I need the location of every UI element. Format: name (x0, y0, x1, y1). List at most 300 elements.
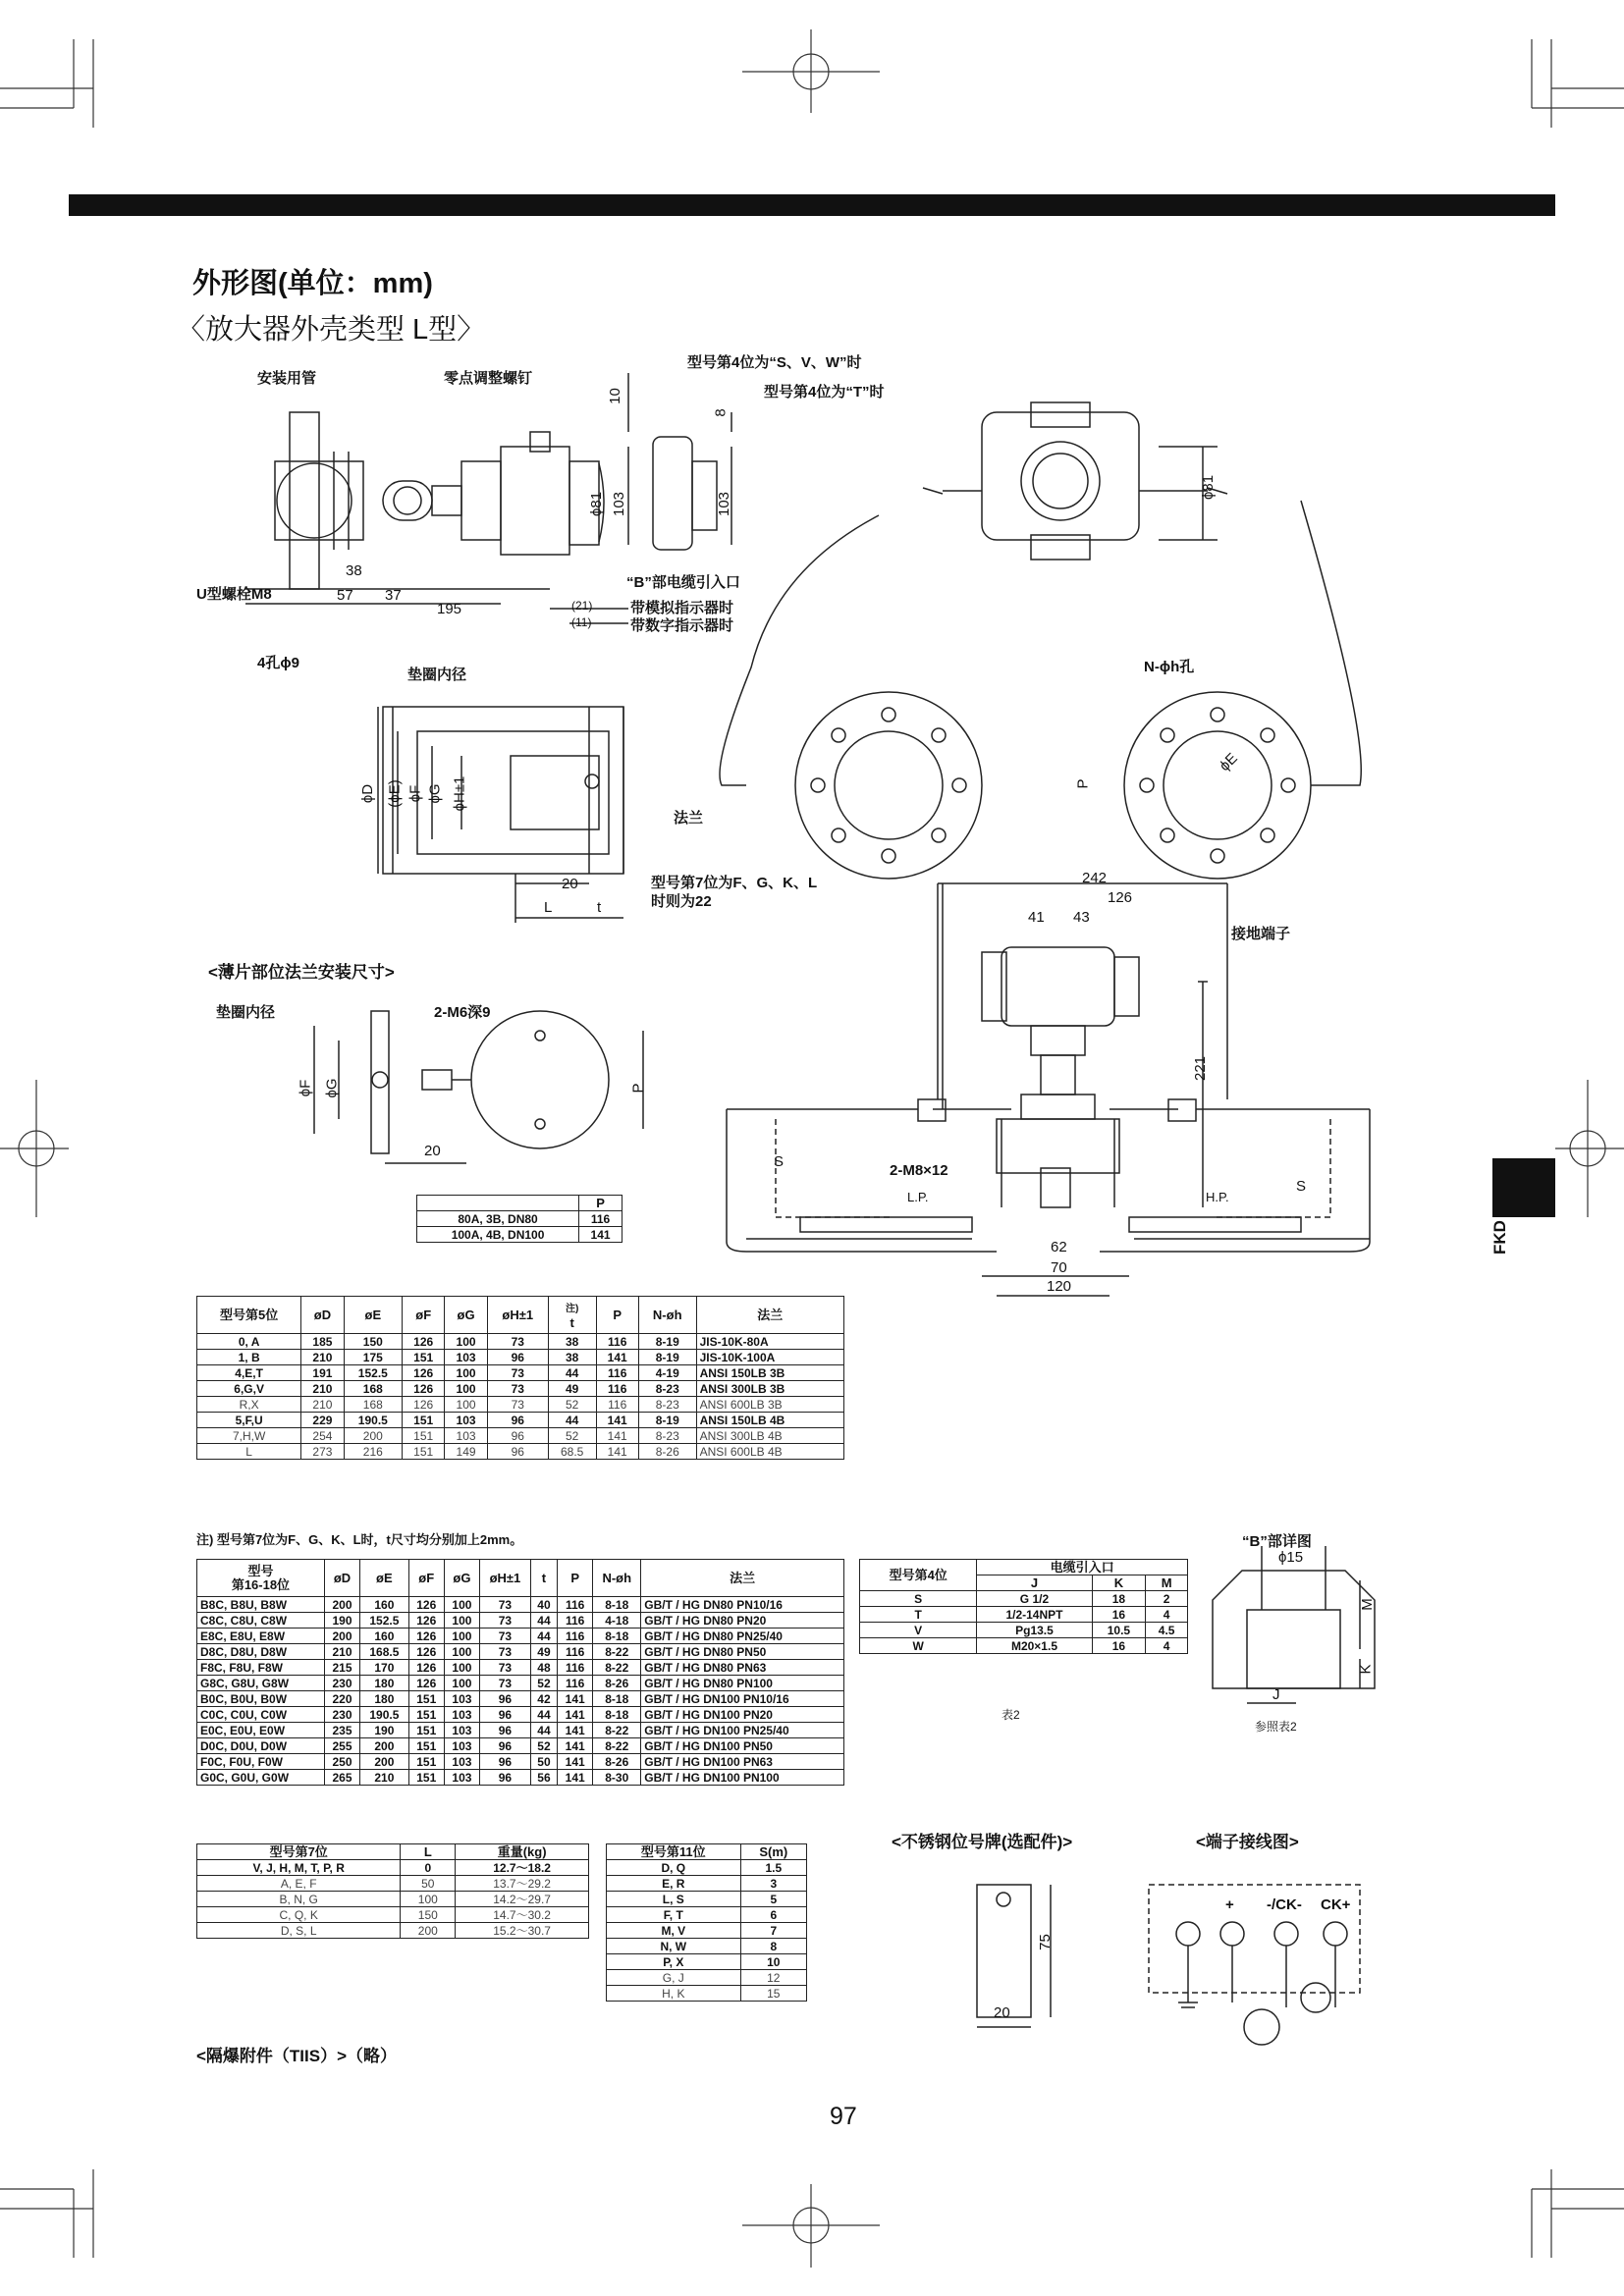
table-cell: 8-30 (593, 1770, 641, 1786)
table-cell: 8-23 (638, 1428, 696, 1444)
table-cell: 190.5 (344, 1413, 402, 1428)
dim-221: 221 (1192, 1055, 1210, 1082)
table-cell: GB/T / HG DN80 PN20 (641, 1613, 844, 1629)
dim-38: 38 (346, 562, 362, 579)
table-cell: 44 (530, 1707, 557, 1723)
table-cell: ANSI 300LB 4B (696, 1428, 843, 1444)
table-cell: 6,G,V (197, 1381, 301, 1397)
section-explosion: <隔爆附件（TIIS）>（略） (196, 2047, 398, 2065)
table-cell: L, S (607, 1892, 741, 1907)
table-cell: 80A, 3B, DN80 (417, 1211, 579, 1227)
table-cell: 5 (740, 1892, 806, 1907)
table-cell: 200 (324, 1629, 359, 1644)
table-cell: ANSI 600LB 3B (696, 1397, 843, 1413)
table-cell: 8-18 (593, 1629, 641, 1644)
page-number: 97 (830, 2103, 857, 2130)
table-row (197, 1676, 844, 1691)
section-diaphragm: <薄片部位法兰安装尺寸> (208, 963, 395, 982)
table-cell: F, T (607, 1907, 741, 1923)
table-cell: 96 (480, 1754, 531, 1770)
table-cell: 103 (445, 1428, 487, 1444)
table-cell: 50 (401, 1876, 456, 1892)
table-cell: 96 (480, 1770, 531, 1786)
dim-37: 37 (385, 587, 402, 604)
dim-242: 242 (1082, 870, 1108, 886)
table-cell: 12 (740, 1970, 806, 1986)
table-cell: 116 (596, 1334, 638, 1350)
table-row (607, 1923, 807, 1939)
table-cell: 100 (444, 1660, 479, 1676)
table-cell: 4 (1146, 1638, 1188, 1654)
table-cell: C0C, C0U, C0W (197, 1707, 325, 1723)
table-cell: 8 (740, 1939, 806, 1954)
table-cell: 103 (444, 1691, 479, 1707)
table-cell: A, E, F (197, 1876, 401, 1892)
table-cell: JIS-10K-100A (696, 1350, 843, 1365)
table-cell: S (860, 1591, 977, 1607)
table-cell: 12.7～18.2 (456, 1860, 589, 1876)
table-cell: GB/T / HG DN80 PN10/16 (641, 1597, 844, 1613)
table-cell: 49 (530, 1644, 557, 1660)
label-with-analog: 带模拟指示器时 (630, 600, 734, 616)
table-cell: C, Q, K (197, 1907, 401, 1923)
dim-t: t (597, 899, 602, 916)
table-cell: M, V (607, 1923, 741, 1939)
table-cell: B, N, G (197, 1892, 401, 1907)
cable-table-caption: 表2 (1001, 1708, 1020, 1722)
table-row (197, 1629, 844, 1644)
table-cell: D0C, D0U, D0W (197, 1738, 325, 1754)
table-cell: D, Q (607, 1860, 741, 1876)
table-header: øF (403, 1297, 445, 1334)
table-cell: 103 (444, 1770, 479, 1786)
table-row (197, 1907, 589, 1923)
table-cell: 152.5 (344, 1365, 402, 1381)
table-cell: 100 (445, 1334, 487, 1350)
table-row (197, 1876, 589, 1892)
table-row (197, 1738, 844, 1754)
table-cell: 230 (324, 1676, 359, 1691)
table-cell: M20×1.5 (977, 1638, 1092, 1654)
table-cell: 42 (530, 1691, 557, 1707)
table-cell: 151 (408, 1770, 444, 1786)
label-4-holes: 4孔ϕ9 (257, 655, 299, 671)
table-cell: ANSI 150LB 4B (696, 1413, 843, 1428)
table-header: N-øh (638, 1297, 696, 1334)
section-terminal: <端子接线图> (1196, 1833, 1299, 1851)
table-row (197, 1613, 844, 1629)
label-m8x12: 2-M8×12 (890, 1162, 948, 1179)
table-header: 重量(kg) (456, 1844, 589, 1860)
table-cell: GB/T / HG DN100 PN63 (641, 1754, 844, 1770)
table-header: P (558, 1560, 593, 1597)
dim-20c: 20 (994, 2004, 1010, 2021)
dim-120: 120 (1047, 1278, 1072, 1295)
dim-57: 57 (337, 587, 353, 604)
table-cell: 15 (740, 1986, 806, 2002)
table-cell: 8-19 (638, 1350, 696, 1365)
table-cell: GB/T / HG DN100 PN100 (641, 1770, 844, 1786)
table-row (607, 1970, 807, 1986)
dim-P: P (1074, 778, 1092, 789)
table-cell: 230 (324, 1707, 359, 1723)
table-header: 法兰 (696, 1297, 843, 1334)
table-cell: 73 (480, 1613, 531, 1629)
table-cell: 8-26 (593, 1754, 641, 1770)
header-line: 第16-18位 (231, 1576, 291, 1592)
table-cell: 48 (530, 1660, 557, 1676)
table-header (548, 1297, 596, 1334)
table-cell: 73 (487, 1381, 548, 1397)
label-flange: 法兰 (674, 810, 704, 827)
table-cell: 1.5 (740, 1860, 806, 1876)
assembly-drawing (727, 883, 1370, 1296)
table-cell: 38 (548, 1334, 596, 1350)
label-note-t: 型号第4位为“T”时 (764, 384, 885, 400)
s-length-table (606, 1843, 807, 2002)
table-cell: 151 (408, 1738, 444, 1754)
table-cell: 14.7～30.2 (456, 1907, 589, 1923)
table-cell: 126 (408, 1676, 444, 1691)
table-row (197, 1597, 844, 1613)
table-cell: 126 (408, 1613, 444, 1629)
diaphragm-drawing (314, 1011, 643, 1163)
table-cell: 235 (324, 1723, 359, 1738)
table-header: P (596, 1297, 638, 1334)
table-cell: 8-19 (638, 1413, 696, 1428)
table-cell: 103 (444, 1738, 479, 1754)
table-cell: 52 (548, 1397, 596, 1413)
table-cell: 15.2～30.7 (456, 1923, 589, 1939)
table-header: øH±1 (480, 1560, 531, 1597)
table-cell: V (860, 1623, 977, 1638)
dim-phiG: ϕG (426, 783, 444, 804)
table-cell: F8C, F8U, F8W (197, 1660, 325, 1676)
table-header: øE (344, 1297, 402, 1334)
label-mount-pipe: 安装用管 (257, 370, 317, 387)
table-cell: 254 (301, 1428, 344, 1444)
table-header: M (1146, 1575, 1188, 1591)
table-cell: 151 (403, 1428, 445, 1444)
table-row (607, 1876, 807, 1892)
table-cell: GB/T / HG DN100 PN50 (641, 1738, 844, 1754)
table-cell: 215 (324, 1660, 359, 1676)
table-cell: 73 (487, 1334, 548, 1350)
table-cell: 7,H,W (197, 1428, 301, 1444)
p-table-header: P (579, 1196, 623, 1211)
table-header: 型号第4位 (860, 1560, 977, 1591)
table-header: 型号第5位 (197, 1297, 301, 1334)
table-row (197, 1691, 844, 1707)
dim-L: L (544, 899, 553, 916)
label-ground: 接地端子 (1231, 926, 1291, 942)
table-cell: 7 (740, 1923, 806, 1939)
label-u-bolt: U型螺栓M8 (196, 586, 272, 603)
table-row (860, 1623, 1188, 1638)
table-cell: 216 (344, 1444, 402, 1460)
table-header: øG (445, 1297, 487, 1334)
table-cell: 8-18 (593, 1691, 641, 1707)
table-cell: 1, B (197, 1350, 301, 1365)
table-cell: 38 (548, 1350, 596, 1365)
table-row (197, 1723, 844, 1738)
table-cell: 8-18 (593, 1707, 641, 1723)
table-row (860, 1591, 1188, 1607)
section-tag-plate: <不锈钢位号牌(选配件)> (892, 1833, 1073, 1851)
table-cell: D8C, D8U, D8W (197, 1644, 325, 1660)
table-cell: 190 (324, 1613, 359, 1629)
table-row (607, 1860, 807, 1876)
table-cell: 141 (558, 1770, 593, 1786)
table-header: øH±1 (487, 1297, 548, 1334)
dim-41: 41 (1028, 909, 1045, 926)
table-cell: 100 (444, 1629, 479, 1644)
table-cell: N, W (607, 1939, 741, 1954)
table-header: N-øh (593, 1560, 641, 1597)
table-header: øE (360, 1560, 409, 1597)
table-cell: 96 (480, 1707, 531, 1723)
dim-phi81b: ϕ81 (1200, 474, 1218, 501)
table-cell: 103 (445, 1350, 487, 1365)
table-cell: 126 (403, 1397, 445, 1413)
table-cell: 190.5 (360, 1707, 409, 1723)
table-cell: 100 (401, 1892, 456, 1907)
table-cell: 1/2-14NPT (977, 1607, 1092, 1623)
length-weight-table (196, 1843, 589, 1939)
dim-S1: S (774, 1153, 785, 1170)
table-cell: B8C, B8U, B8W (197, 1597, 325, 1613)
table-cell: 96 (487, 1444, 548, 1460)
table-cell: 8-18 (593, 1597, 641, 1613)
table-header: øD (324, 1560, 359, 1597)
table-cell: 210 (301, 1381, 344, 1397)
table-cell: GB/T / HG DN80 PN25/40 (641, 1629, 844, 1644)
table-cell: 116 (558, 1644, 593, 1660)
table-cell: 68.5 (548, 1444, 596, 1460)
table-cell: 168.5 (360, 1644, 409, 1660)
table-cell: 4 (1146, 1607, 1188, 1623)
table-header: øD (301, 1297, 344, 1334)
table-cell: 150 (401, 1907, 456, 1923)
table-cell: 116 (558, 1597, 593, 1613)
table-header: øG (444, 1560, 479, 1597)
label-gasket-id: 垫圈内径 (407, 667, 467, 683)
table-cell: 151 (408, 1691, 444, 1707)
dim-P2: P (629, 1083, 647, 1094)
table-cell: ANSI 600LB 4B (696, 1444, 843, 1460)
table-row (860, 1638, 1188, 1654)
table-cell: C8C, C8U, C8W (197, 1613, 325, 1629)
table-cell: 96 (480, 1723, 531, 1738)
table-cell: 141 (596, 1444, 638, 1460)
table-cell: 103 (444, 1707, 479, 1723)
table-row (607, 1907, 807, 1923)
table-cell: P, X (607, 1954, 741, 1970)
table-cell: 73 (480, 1629, 531, 1644)
table-cell: 96 (480, 1691, 531, 1707)
table-cell: R,X (197, 1397, 301, 1413)
table-cell: 100 (444, 1676, 479, 1691)
page-subtitle: 〈放大器外壳类型 L型〉 (177, 314, 486, 346)
label-m6: 2-M6深9 (434, 1004, 491, 1021)
header-note: 注) (565, 1303, 579, 1314)
table-cell: GB/T / HG DN80 PN100 (641, 1676, 844, 1691)
dim-103a: 103 (611, 491, 628, 517)
table-cell: 160 (360, 1629, 409, 1644)
table-cell: 73 (487, 1397, 548, 1413)
table-cell: 4,E,T (197, 1365, 301, 1381)
table-row (197, 1660, 844, 1676)
dim-126: 126 (1108, 889, 1133, 906)
table-cell: GB/T / HG DN100 PN20 (641, 1707, 844, 1723)
table-cell: 180 (360, 1691, 409, 1707)
table-row (197, 1644, 844, 1660)
label-term-plus: + (1225, 1896, 1234, 1913)
table-cell: 141 (596, 1428, 638, 1444)
table-cell: 210 (301, 1397, 344, 1413)
side-tab (1492, 1158, 1555, 1217)
table-cell: 185 (301, 1334, 344, 1350)
table-cell: 210 (324, 1644, 359, 1660)
table-cell: 56 (530, 1770, 557, 1786)
table-cell: 6 (740, 1907, 806, 1923)
table-row (860, 1607, 1188, 1623)
table-cell: 73 (480, 1597, 531, 1613)
table-cell: 116 (579, 1211, 623, 1227)
table-cell: 73 (480, 1676, 531, 1691)
dim-70: 70 (1051, 1259, 1067, 1276)
table-cell: 10 (740, 1954, 806, 1970)
table-cell: 40 (530, 1597, 557, 1613)
table-row (197, 1860, 589, 1876)
table-cell: 168 (344, 1397, 402, 1413)
table-cell: 3 (740, 1876, 806, 1892)
header-bar (69, 194, 1555, 216)
label-with-digital: 带数字指示器时 (630, 617, 734, 634)
table-cell: 116 (558, 1676, 593, 1691)
table-row (197, 1350, 844, 1365)
table-cell: 126 (408, 1597, 444, 1613)
table-cell: 52 (530, 1676, 557, 1691)
table-cell: 126 (408, 1629, 444, 1644)
table-cell: ANSI 300LB 3B (696, 1381, 843, 1397)
table-cell: 141 (579, 1227, 623, 1243)
table-row (197, 1892, 589, 1907)
table-cell: 2 (1146, 1591, 1188, 1607)
table-cell: 96 (480, 1738, 531, 1754)
table-cell: 8-19 (638, 1334, 696, 1350)
table-cell: 141 (596, 1350, 638, 1365)
table-row (197, 1770, 844, 1786)
dim-S2: S (1296, 1178, 1307, 1195)
table-cell: 151 (408, 1754, 444, 1770)
table-cell: 116 (558, 1629, 593, 1644)
table-cell: GB/T / HG DN80 PN50 (641, 1644, 844, 1660)
page-title: 外形图(单位：mm) (192, 268, 433, 299)
table-cell: 141 (558, 1754, 593, 1770)
table-cell: 8-22 (593, 1644, 641, 1660)
table-cell: L (197, 1444, 301, 1460)
table-cell: GB/T / HG DN100 PN10/16 (641, 1691, 844, 1707)
table-row (197, 1365, 844, 1381)
table-cell: 149 (445, 1444, 487, 1460)
table-cell: 5,F,U (197, 1413, 301, 1428)
table-cell: 151 (408, 1723, 444, 1738)
table-cell: 126 (408, 1644, 444, 1660)
table-cell: 0 (401, 1860, 456, 1876)
table-cell: 126 (403, 1381, 445, 1397)
table-cell: E, R (607, 1876, 741, 1892)
table-cell: 18 (1092, 1591, 1146, 1607)
table-row (417, 1227, 623, 1243)
label-note-svw: 型号第4位为“S、V、W”时 (687, 354, 862, 371)
table-cell: 126 (403, 1334, 445, 1350)
table-cell: 265 (324, 1770, 359, 1786)
table-cell: B0C, B0U, B0W (197, 1691, 325, 1707)
table-cell: 103 (444, 1754, 479, 1770)
table-row (197, 1428, 844, 1444)
table-cell: 103 (444, 1723, 479, 1738)
table-cell: H, K (607, 1986, 741, 2002)
table-cell: 100 (445, 1397, 487, 1413)
table-cell: 0, A (197, 1334, 301, 1350)
table-cell: E0C, E0U, E0W (197, 1723, 325, 1738)
table-row (197, 1923, 589, 1939)
table-cell: 141 (596, 1413, 638, 1428)
dim-75: 75 (1036, 1934, 1054, 1950)
table-cell: 141 (558, 1707, 593, 1723)
table-cell: 8-22 (593, 1723, 641, 1738)
dim-phiG2: ϕG (323, 1078, 341, 1098)
table-cell: V, J, H, M, T, P, R (197, 1860, 401, 1876)
table-cell: G0C, G0U, G0W (197, 1770, 325, 1786)
table-cell: 116 (558, 1613, 593, 1629)
label-term-ck-minus: -/CK- (1267, 1896, 1302, 1913)
table-cell: G, J (607, 1970, 741, 1986)
table-cell: 44 (530, 1629, 557, 1644)
table-cell: 175 (344, 1350, 402, 1365)
label-zero-screw: 零点调整螺钉 (444, 370, 533, 387)
table-cell: GB/T / HG DN80 PN63 (641, 1660, 844, 1676)
table-cell: 151 (403, 1444, 445, 1460)
table-row (197, 1334, 844, 1350)
table-header: S(m) (740, 1844, 806, 1860)
table-cell: 150 (344, 1334, 402, 1350)
label-note-7th-b: 时则为22 (651, 893, 712, 910)
table-cell: 100 (445, 1365, 487, 1381)
p-table (416, 1195, 623, 1243)
dim-phi81a: ϕ81 (588, 491, 606, 517)
table-cell: D, S, L (197, 1923, 401, 1939)
dim-20b: 20 (424, 1143, 441, 1159)
table-row (197, 1397, 844, 1413)
table-cell: ANSI 150LB 3B (696, 1365, 843, 1381)
table-cell: 8-26 (638, 1444, 696, 1460)
flange-section-drawing (378, 707, 623, 923)
table-cell: E8C, E8U, E8W (197, 1629, 325, 1644)
dim-phiD: ϕD (359, 783, 377, 804)
table-header (197, 1560, 325, 1597)
dim-phiH: ϕH±1 (451, 775, 468, 812)
table-cell: 4-19 (638, 1365, 696, 1381)
b-detail-drawing (1213, 1546, 1375, 1703)
table-cell: 210 (360, 1770, 409, 1786)
table-cell: 103 (445, 1413, 487, 1428)
table-cell: 141 (558, 1738, 593, 1754)
table-cell: 100 (445, 1381, 487, 1397)
label-lp: L.P. (907, 1190, 929, 1204)
main-table-note: 注) 型号第7位为F、G、K、L时，t尺寸均分别加上2mm。 (196, 1532, 523, 1547)
